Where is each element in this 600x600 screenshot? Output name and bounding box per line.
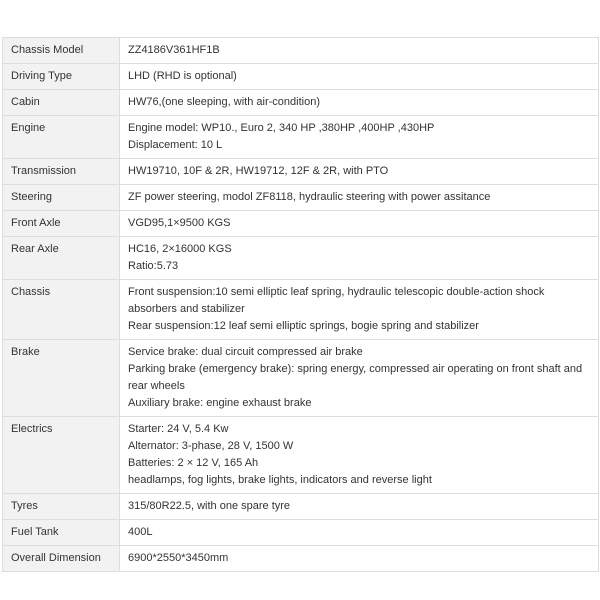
spec-value-line: Parking brake (emergency brake): spring energy, compressed air operating on front shaft and rear wheels [128,363,583,392]
spec-value-line: headlamps, fog lights, brake lights, indicators and reverse light [128,474,432,486]
spec-label: Steering [3,185,120,211]
spec-value [120,90,599,116]
spec-value-line: Rear suspension:12 leaf semi elliptic springs, bogie spring and stabilizer [128,320,479,332]
spec-value-line: 400L [128,526,153,538]
spec-label: Driving Type [3,64,120,90]
spec-value [120,280,599,340]
spec-value-line: Auxiliary brake: engine exhaust brake [128,397,312,409]
spec-row [3,417,599,494]
spec-label: Cabin [3,90,120,116]
spec-label: Transmission [3,159,120,185]
spec-row [3,520,599,546]
spec-row [3,185,599,211]
spec-value [120,520,599,546]
spec-row [3,237,599,280]
spec-row [3,494,599,520]
spec-value-line: 6900*2550*3450mm [128,552,229,564]
spec-value [120,237,599,280]
spec-value [120,38,599,64]
spec-value-line: ZZ4186V361HF1B [128,44,220,56]
spec-value-line: Ratio:5.73 [128,260,179,272]
spec-value-line: HW19710, 10F & 2R, HW19712, 12F & 2R, with PTO [128,165,389,177]
spec-value [120,340,599,417]
spec-value [120,211,599,237]
spec-label: Fuel Tank [3,520,120,546]
spec-row [3,340,599,417]
spec-row [3,159,599,185]
spec-value-line: HC16, 2×16000 KGS [128,243,232,255]
spec-value-line: Batteries: 2 × 12 V, 165 Ah [128,457,259,469]
spec-value [120,64,599,90]
spec-label: Front Axle [3,211,120,237]
spec-label: Chassis [3,280,120,340]
spec-label: Electrics [3,417,120,494]
spec-value-line: 315/80R22.5, with one spare tyre [128,500,291,512]
spec-row [3,546,599,572]
spec-label: Brake [3,340,120,417]
spec-value-line: Front suspension:10 semi elliptic leaf spring, hydraulic telescopic double-action shock absorbers and stabilizer [128,286,545,315]
spec-label: Overall Dimension [3,546,120,572]
spec-row [3,90,599,116]
spec-label: Rear Axle [3,237,120,280]
spec-row [3,211,599,237]
spec-value-line: Starter: 24 V, 5.4 Kw [128,423,229,435]
spec-value [120,494,599,520]
spec-row [3,38,599,64]
spec-value [120,159,599,185]
spec-value-line: Displacement: 10 L [128,139,223,151]
spec-value-line: ZF power steering, modol ZF8118, hydraulic steering with power assitance [128,191,491,203]
spec-row [3,64,599,90]
spec-value-line: Service brake: dual circuit compressed air brake [128,346,363,358]
spec-value [120,417,599,494]
spec-row [3,280,599,340]
spec-label: Tyres [3,494,120,520]
spec-table [2,37,599,572]
spec-value-line: LHD (RHD is optional) [128,70,237,82]
spec-value-line: VGD95,1×9500 KGS [128,217,231,229]
spec-label: Engine [3,116,120,159]
spec-label: Chassis Model [3,38,120,64]
spec-value-line: Engine model: WP10., Euro 2, 340 HP ,380HP ,400HP ,430HP [128,122,435,134]
spec-table-body [3,38,599,572]
spec-value [120,185,599,211]
spec-row [3,116,599,159]
spec-value [120,116,599,159]
spec-value-line: Alternator: 3-phase, 28 V, 1500 W [128,440,294,452]
spec-value [120,546,599,572]
spec-value-line: HW76,(one sleeping, with air-condition) [128,96,320,108]
